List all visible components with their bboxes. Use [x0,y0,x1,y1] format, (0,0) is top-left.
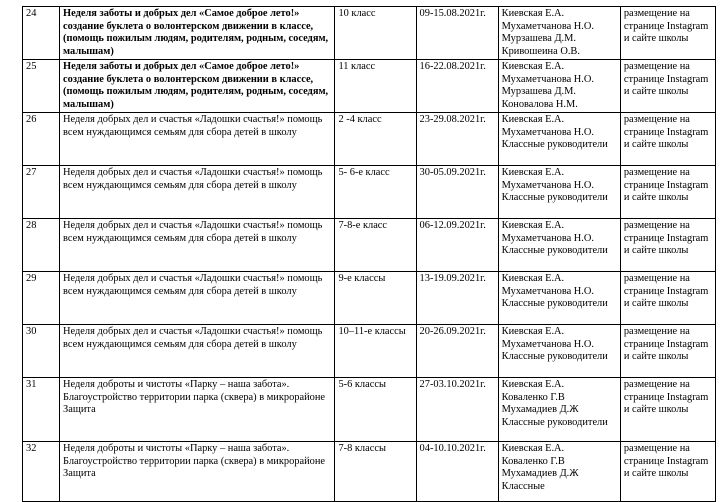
event-description: Неделя доброты и чистоты «Парку – наша забота». Благоустройство территории парка (сквера) в микрорайоне Защита [60,442,335,502]
table-row [23,378,716,442]
row-number: 29 [23,272,60,325]
event-description: Неделя добрых дел и счастья «Ладошки счастья!» помощь всем нуждающимся семьям для сбора детей в школу [60,166,335,219]
dates-cell: 16-22.08.2021г. [416,60,498,113]
grade-cell: 7-8 классы [335,442,416,502]
event-description: Неделя добрых дел и счастья «Ладошки счастья!» помощь всем нуждающимся семьям для сбора детей в школу [60,325,335,378]
placement-cell: размещение на странице Instagram и сайте школы [620,7,715,60]
grade-cell: 7-8-е класс [335,219,416,272]
placement-cell: размещение на странице Instagram и сайте школы [620,272,715,325]
table-row [23,325,716,378]
grade-cell: 10 класс [335,7,416,60]
table-row [23,272,716,325]
table-row [23,442,716,502]
row-number: 25 [23,60,60,113]
responsible-cell: Киевская Е.А. Мухаметчанова Н.О. Классные руководители [498,272,620,325]
responsible-cell: Киевская Е.А. Мухаметчанова Н.О. Классные руководители [498,113,620,166]
events-table [22,6,716,502]
event-description: Неделя добрых дел и счастья «Ладошки счастья!» помощь всем нуждающимся семьям для сбора детей в школу [60,272,335,325]
grade-cell: 2 -4 класс [335,113,416,166]
row-number: 26 [23,113,60,166]
dates-cell: 27-03.10.2021г. [416,378,498,442]
dates-cell: 23-29.08.2021г. [416,113,498,166]
grade-cell: 5- 6-е класс [335,166,416,219]
placement-cell: размещение на странице Instagram и сайте школы [620,442,715,502]
row-number: 30 [23,325,60,378]
placement-cell: размещение на странице Instagram и сайте школы [620,60,715,113]
table-row [23,60,716,113]
placement-cell: размещение на странице Instagram и сайте школы [620,219,715,272]
table-row [23,113,716,166]
grade-cell: 5-6 классы [335,378,416,442]
dates-cell: 30-05.09.2021г. [416,166,498,219]
dates-cell: 09-15.08.2021г. [416,7,498,60]
table-row [23,166,716,219]
responsible-cell: Киевская Е.А. Коваленко Г.В Мухамадиев Д.Ж Классные руководители [498,378,620,442]
row-number: 24 [23,7,60,60]
dates-cell: 06-12.09.2021г. [416,219,498,272]
grade-cell: 9-е классы [335,272,416,325]
event-description: Неделя добрых дел и счастья «Ладошки счастья!» помощь всем нуждающимся семьям для сбора детей в школу [60,113,335,166]
responsible-cell: Киевская Е.А. Мухаметчанова Н.О. Классные руководители [498,325,620,378]
responsible-cell: Киевская Е.А. Коваленко Г.В Мухамадиев Д.Ж Классные [498,442,620,502]
row-number: 31 [23,378,60,442]
event-description: Неделя заботы и добрых дел «Самое доброе лето!» создание буклета о волонтерском движении в классе, (помощь пожилым людям, родителям, родным, соседям, малышам) [60,60,335,113]
grade-cell: 11 класс [335,60,416,113]
placement-cell: размещение на странице Instagram и сайте школы [620,378,715,442]
dates-cell: 13-19.09.2021г. [416,272,498,325]
row-number: 32 [23,442,60,502]
placement-cell: размещение на странице Instagram и сайте школы [620,166,715,219]
placement-cell: размещение на странице Instagram и сайте школы [620,325,715,378]
placement-cell: размещение на странице Instagram и сайте школы [620,113,715,166]
event-description: Неделя заботы и добрых дел «Самое доброе лето!» создание буклета о волонтерском движении в классе, (помощь пожилым людям, родителям, родным, соседям, малышам) [60,7,335,60]
event-description: Неделя добрых дел и счастья «Ладошки счастья!» помощь всем нуждающимся семьям для сбора детей в школу [60,219,335,272]
event-description: Неделя доброты и чистоты «Парку – наша забота». Благоустройство территории парка (сквера) в микрорайоне Защита [60,378,335,442]
table-row [23,219,716,272]
responsible-cell: Киевская Е.А. Мухаметчанова Н.О. Классные руководители [498,219,620,272]
grade-cell: 10–11-е классы [335,325,416,378]
row-number: 27 [23,166,60,219]
responsible-cell: Киевская Е.А. Мухаметчанова Н.О. Мурзашева Д.М. Кривошеина О.В. [498,7,620,60]
responsible-cell: Киевская Е.А. Мухаметчанова Н.О. Мурзашева Д.М. Коновалова Н.М. [498,60,620,113]
dates-cell: 20-26.09.2021г. [416,325,498,378]
responsible-cell: Киевская Е.А. Мухаметчанова Н.О. Классные руководители [498,166,620,219]
dates-cell: 04-10.10.2021г. [416,442,498,502]
row-number: 28 [23,219,60,272]
table-row [23,7,716,60]
